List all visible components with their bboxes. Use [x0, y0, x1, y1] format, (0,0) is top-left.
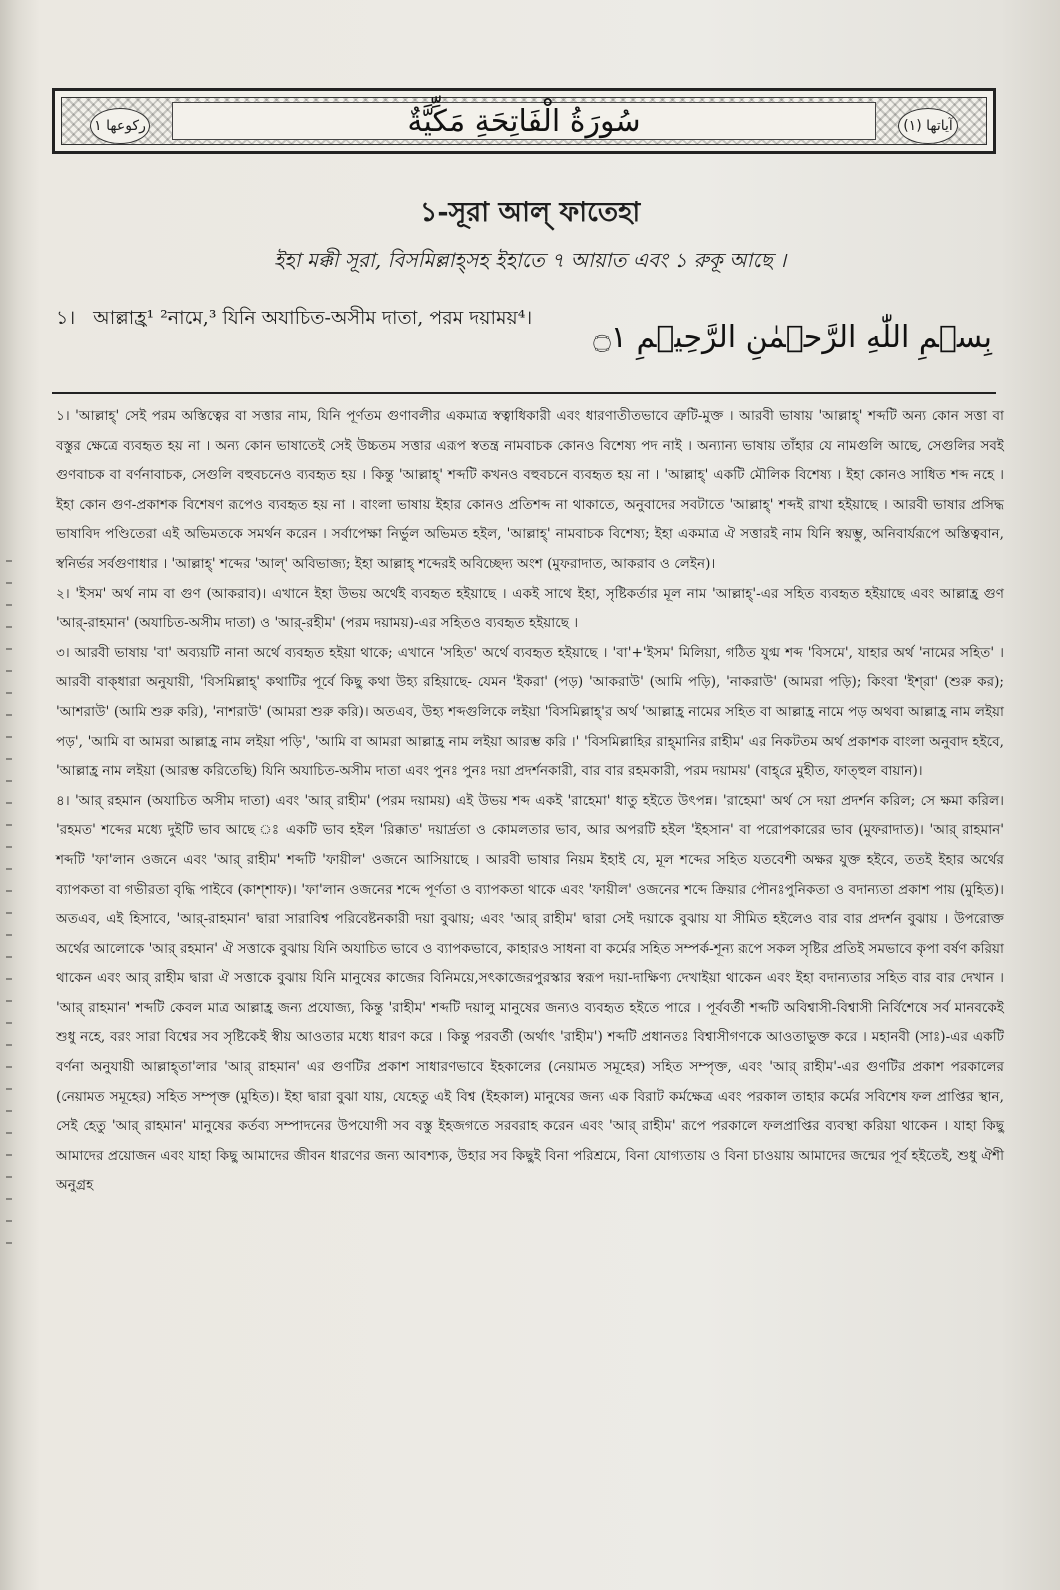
surah-title-arabic: سُورَةُ الْفَاتِحَةِ مَكِّيَّةٌ — [407, 103, 641, 139]
binding-edge-marks — [6, 560, 12, 1260]
footnote-4: ৪। 'আর্ রহমান (অযাচিত অসীম দাতা) এবং 'আর্ রাহীম' (পরম দয়াময়) এই উভয় শব্দ একই 'রাহেমা' ধাতু হইতে উৎপন্ন। 'রাহেমা' অর্থ সে দয়া প্রদর্শন করিল; সে ক্ষমা করিল। 'রহমত' শব্দের মধ্যে দুইটি ভাব আছে ঃ একটি ভাব হইল 'রিক্কাত' দয়ার্দ্রতা ও কোমলতার ভাব, আর অপরটি হইল 'ইহসান' বা পরোপকারের ভাব (মুফরাদাত)। 'আর্ রাহমান' শব্দটি 'ফা'লান ওজনে এবং 'আর্ রাহীম' শব্দটি 'ফায়ীল' ওজনে আসিয়াছে । আরবী ভাষার নিয়ম ইহাই যে, মূল শব্দের সহিত যতবেশী অক্ষর যুক্ত হইবে, ততই ইহার অর্থের ব্যাপকতা বা গভীরতা বৃদ্ধি পাইবে (কাশ্‌শাফ)। 'ফা'লান ওজনের শব্দে পূর্ণতা ও ব্যাপকতা থাকে এবং 'ফায়ীল' ওজনের শব্দে ক্রিয়ার পৌনঃপুনিকতা ও বদান্যতা প্রকাশ পায় (মুহিত)। অতএব, এই হিসাবে, 'আর্-রাহমান' দ্বারা সারাবিশ্ব পরিবেষ্টনকারী দয়া বুঝায়; এবং 'আর্ রাহীম' দ্বারা সেই দয়াকে বুঝায় যা সীমিত হইলেও বার বার প্রদর্শন বুঝায় । উপরোক্ত অর্থের আলোকে 'আর্ রহমান' ঐ সত্তাকে বুঝায় যিনি অযাচিত ভাবে ও ব্যাপকভাবে, কাহারও সাধনা বা কর্মের সহিত সম্পর্ক-শূন্য রূপে সকল সৃষ্টির প্রতিই সমভাবে কৃপা বর্ষণ করিয়া থাকেন এবং আর্ রাহীম দ্বারা ঐ সত্তাকে বুঝায় যিনি মানুষের কাজের বিনিময়ে,সৎকাজেরপুরস্কার স্বরূপ দয়া-দাক্ষিণ্য দেখাইয়া থাকেন এবং ইহা বদান্যতার সহিত বার বার দেখান । 'আর্ রাহমান' শব্দটি কেবল মাত্র আল্লাহ্র জন্য প্রযোজ্য, কিন্তু 'রাহীম' শব্দটি দয়ালু মানুষের জন্যও ব্যবহৃত হইতে পারে । পূর্ববর্তী শব্দটি অবিশ্বাসী-বিশ্বাসী নির্বিশেষে সর্ব মানবকেই শুধু নহে, বরং সারা বিশ্বের সব সৃষ্টিকেই স্বীয় আওতার মধ্যে ধারণ করে । কিন্তু পরবর্তী (অর্থাৎ 'রাহীম') শব্দটি প্রধানতঃ বিশ্বাসীগণকে আওতাভুক্ত করে । মহানবী (সাঃ)-এর একটি বর্ণনা অনুযায়ী আল্লাহ্‌তা'লার 'আর্ রাহমান' এর গুণটির প্রকাশ সাধারণভাবে ইহকালের (নেয়ামত সমূহের) সহিত সম্পৃক্ত, এবং 'আর্ রাহীম'-এর গুণটির প্রকাশ পরকালের (নেয়ামত সমূহের) সহিত সম্পৃক্ত (মুহিত)। ইহা দ্বারা বুঝা যায়, যেহেতু এই বিশ্ব (ইহকাল) মানুষের জন্য এক বিরাট কর্মক্ষেত্র এবং পরকাল তাহার কর্মের সবিশেষ ফল প্রাপ্তির স্থান, সেই হেতু 'আর্ রাহমান' মানুষের কর্তব্য সম্পাদনের উপযোগী সব বস্তু ইহজগতে সরবরাহ করেন এবং 'আর্ রাহীম' রূপে পরকালে ফলপ্রাপ্তির ব্যবস্থা করিয়া থাকেন । যাহা কিছু আমাদের প্রয়োজন এবং যাহা কিছু আমাদের জীবন ধারণের জন্য আবশ্যক, উহার সব কিছুই বিনা পরিশ্রমে, বিনা যোগ্যতায় ও বিনা চাওয়ায় আমাদের জন্মের পূর্ব হইতেই, শুধু ঐশী অনুগ্রহ — [56, 792, 1004, 1194]
verse-number: ১। — [56, 307, 76, 329]
footnote-3: ৩। আরবী ভাষায় 'বা' অব্যয়টি নানা অর্থে ব্যবহৃত হইয়া থাকে; এখানে 'সহিত' অর্থে ব্যবহৃত হইয়াছে । 'বা'+'ইসম' মিলিয়া, গঠিত যুগ্ম শব্দ 'বিসমে', যাহার অর্থ 'নামের সহিত' । আরবী বাক্‌ধারা অনুযায়ী, 'বিসমিল্লাহ্' কথাটির পূর্বে কিছু কথা উহ্য রহিয়াছে- যেমন 'ইকরা' (পড়) 'আকরাউ' (আমি পড়ি), 'নাকরাউ' (আমরা পড়ি); কিংবা 'ইশ্‌রা' (শুরু কর); 'আশরাউ' (আমি শুরু করি), 'নাশরাউ' (আমরা শুরু করি)। অতএব, উহ্য শব্দগুলিকে লইয়া 'বিসমিল্লাহ্'র অর্থ 'আল্লাহ্র নামের সহিত বা আল্লাহ্র নামে পড় অথবা আল্লাহ্র নাম লইয়া পড়', 'আমি বা আমরা আল্লাহ্র নাম লইয়া পড়ি', 'আমি বা আমরা আল্লাহ্র নাম লইয়া আরম্ভ করি ।' 'বিসমিল্লাহির রাহ্‌মানির রাহীম' এর নিকটতম অর্থ প্রকাশক বাংলা অনুবাদ হইবে, 'আল্লাহ্র নাম লইয়া (আরম্ভ করিতেছি) যিনি অযাচিত-অসীম দাতা এবং পুনঃ পুনঃ দয়া প্রদর্শনকারী, বার বার রহমকারী, পরম দয়াময়' (বাহ্‌রে মুহীত, ফাত্‌হুল বায়ান)। — [56, 644, 1004, 780]
footnote-1: ১। 'আল্লাহ্' সেই পরম অস্তিত্বের বা সত্তার নাম, যিনি পূর্ণতম গুণাবলীর একমাত্র স্বত্বাধিকারী এবং ধারণাতীতভাবে ত্রুটি-মুক্ত । আরবী ভাষায় 'আল্লাহ্' শব্দটি অন্য কোন সত্তা বা বস্তুর ক্ষেত্রে ব্যবহৃত হয় না । অন্য কোন ভাষাতেই সেই উচ্চতম সত্তার এরূপ স্বতন্ত্র নামবাচক কোনও বিশেষ্য পদ নাই । অন্যান্য ভাষায় তাঁহার যে নামগুলি আছে, সেগুলির সবই গুণবাচক বা বর্ণনাবাচক, সেগুলি বহুবচনেও ব্যবহৃত হয় । কিন্তু 'আল্লাহ্' শব্দটি কখনও বহুবচনে ব্যবহৃত হয় না । 'আল্লাহ্' একটি মৌলিক বিশেষ্য । ইহা কোনও সাধিত শব্দ নহে । ইহা কোন গুণ-প্রকাশক বিশেষণ রূপেও ব্যবহৃত হয় না । বাংলা ভাষায় ইহার কোনও প্রতিশব্দ না থাকাতে, অনুবাদের সবটাতে 'আল্লাহ্' শব্দই রাখা হইয়াছে । আরবী ভাষার প্রসিদ্ধ ভাষাবিদ পণ্ডিতেরা এই অভিমতকে সমর্থন করেন । সর্বাপেক্ষা নির্ভুল অভিমত হইল, 'আল্লাহ্' নামবাচক বিশেষ্য; ইহা একমাত্র ঐ সত্তারই নাম যিনি স্বয়ম্ভু, অনিবার্যরূপে অস্তিত্ববান, স্বনির্ভর সর্বগুণাধার । 'আল্লাহ্' শব্দের 'আল্' অবিভাজ্য; ইহা আল্লাহ্ শব্দেরই অবিচ্ছেদ্য অংশ (মুফরাদাত, আকরাব ও লেইন)। — [56, 408, 1004, 572]
chapter-subtitle: ইহা মক্কী সূরা, বিসমিল্লাহ্সহ ইহাতে ৭ আয়াত এবং ১ রুকূ আছে । — [273, 248, 787, 272]
divider — [52, 392, 996, 394]
footnotes — [56, 402, 1004, 1201]
banner-title-panel — [172, 102, 876, 140]
banner-ornament — [61, 97, 987, 145]
verse-arabic: بِسۡمِ اللّٰهِ الرَّحۡمٰنِ الرَّحِيۡمِ ۝١ — [593, 320, 992, 355]
ayat-count-badge: آياتها (١) — [898, 108, 958, 144]
ruku-count-badge: رکوعها ١ — [90, 108, 150, 144]
verse-translation — [56, 300, 596, 336]
verse-text: আল্লাহ্র¹ ²নামে,³ যিনি অযাচিত-অসীম দাতা, পরম দয়াময়⁴। — [93, 307, 533, 329]
footnote-2: ২। 'ইসম' অর্থ নাম বা গুণ (আকরাব)। এখানে ইহা উভয় অর্থেই ব্যবহৃত হইয়াছে । একই সাথে ইহা, সৃষ্টিকর্তার মূল নাম 'আল্লাহ্'-এর সহিত ব্যবহৃত হইয়াছে এবং আল্লাহ্র গুণ 'আর্-রাহমান' (অযাচিত-অসীম দাতা) ও 'আর্-রহীম' (পরম দয়াময়)-এর সহিতও ব্যবহৃত হইয়াছে । — [56, 585, 1004, 632]
chapter-title: ১-সূরা আল্ ফাতেহা — [419, 197, 641, 228]
surah-header-banner — [52, 88, 996, 154]
